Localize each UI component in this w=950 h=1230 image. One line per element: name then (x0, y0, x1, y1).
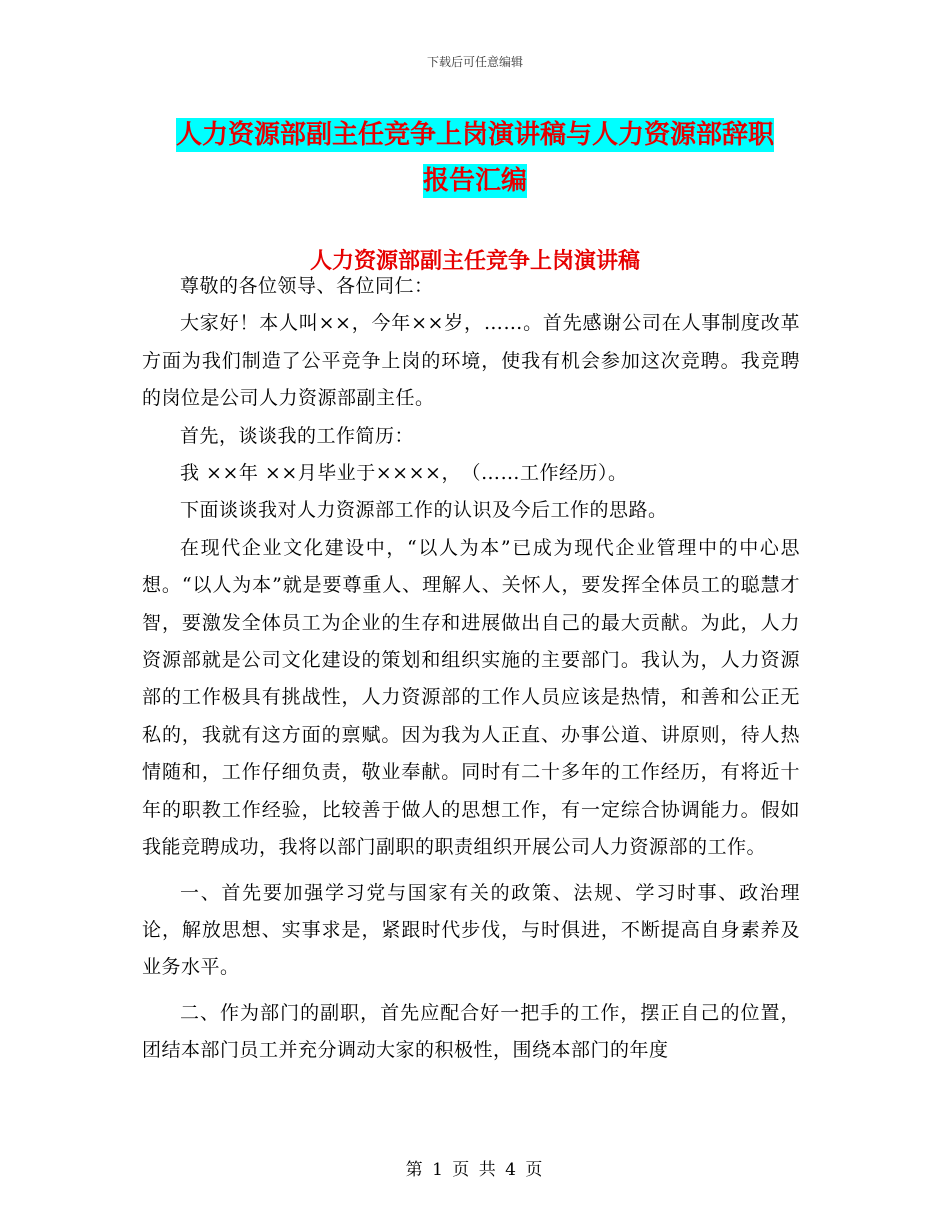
body-paragraph: 我 ××年 ××月毕业于××××， （……工作经历）。 (180, 462, 628, 485)
header-note: 下载后可任意编辑 (426, 55, 523, 69)
body-paragraph: 首先，谈谈我的工作简历： (180, 424, 415, 447)
document-title (140, 112, 810, 204)
section-title: 人力资源部副主任竞争上岗演讲稿 (309, 248, 640, 274)
salutation-paragraph: 尊敬的各位领导、各位同仁： (180, 275, 434, 297)
body-paragraph: 在现代企业文化建设中，“以人为本”已成为现代企业管理中的中心思想。“以人为本”就是要尊重人、理解人、关怀人，要发挥全体员工的聪慧才智，要激发全体员工为企业的生存和进展做出自己的最大贡献。为此，人力资源部就是公司文化建设的策划和组织实施的主要部门。我认为，人力资源部的工作极具有挑战性，人力资源部的工作人员应该是热情，和善和公正无私的，我就有这方面的禀赋。因为我为人正直、办事公道、讲原则，待人热情随和，工作仔细负责，敬业奉献。同时有二十多年的工作经历，有将近十年的职教工作经验，比较善于做人的思想工作，有一定综合协调能力。假如我能竞聘成功，我将以部门副职的职责组织开展公司人力资源部的工作。 (142, 536, 800, 859)
page-footer: 第 1 页 共 4 页 (405, 1160, 545, 1180)
document-title-line-2: 报告汇编 (422, 166, 527, 196)
body-paragraph: 下面谈谈我对人力资源部工作的认识及今后工作的思路。 (180, 499, 668, 522)
document-body (142, 268, 800, 1070)
body-paragraph: 二、作为部门的副职，首先应配合好一把手的工作，摆正自己的位置，团结本部门员工并充分调动大家的积极性，围绕本部门的年度 (142, 1001, 800, 1062)
body-paragraph: 一、首先要加强学习党与国家有关的政策、法规、学习时事、政治理论，解放思想、实事求是，紧跟时代步伐，与时俱进，不断提高自身素养及业务水平。 (142, 881, 800, 979)
body-paragraph: 大家好！本人叫××，今年××岁，……。首先感谢公司在人事制度改革方面为我们制造了公平竞争上岗的环境，使我有机会参加这次竞聘。我竞聘的岗位是公司人力资源部副主任。 (142, 312, 800, 410)
document-title-line-1: 人力资源部副主任竞争上岗演讲稿与人力资源部辞职 (175, 120, 774, 150)
